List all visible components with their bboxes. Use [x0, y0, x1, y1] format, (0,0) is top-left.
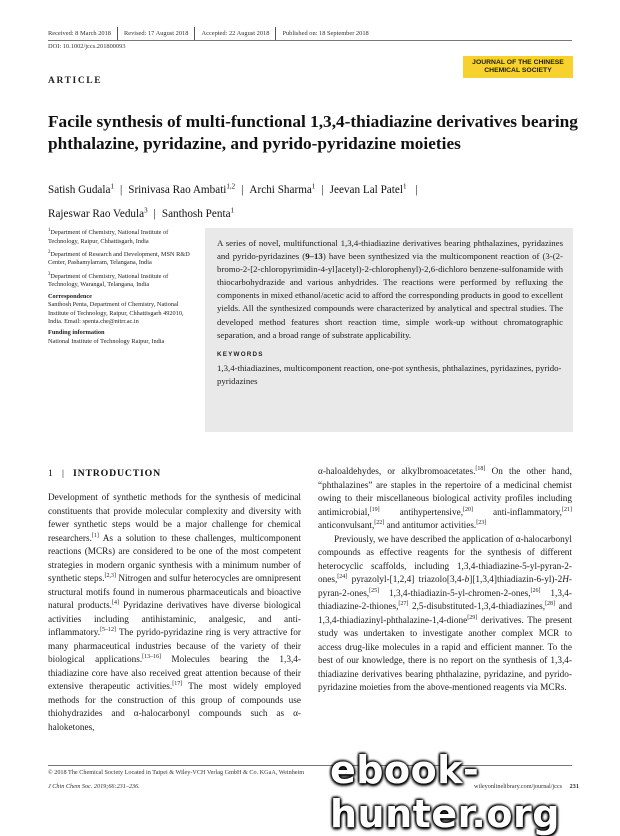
intro-left-column — [48, 492, 301, 735]
funding-heading: Funding information — [48, 329, 105, 337]
author-name[interactable]: Rajeswar Rao Vedula$^3$ — [48, 206, 148, 221]
author-affiliation-mark: 1 — [402, 182, 407, 190]
page-number: 231 — [569, 783, 579, 790]
affiliations-panel — [48, 227, 193, 349]
citation-ref[interactable]: [23] — [476, 519, 487, 526]
citation-ref[interactable]: [22] — [374, 519, 385, 526]
author-name[interactable]: Santhosh Penta$^1$ — [161, 206, 235, 221]
author-name[interactable]: Archi Sharma$^1$ — [249, 182, 316, 196]
intro-paragraph-2: α-haloaldehydes, or alkylbromoacetates.[18] On the other hand, “phthalazines” are staples in the repertoire of a medicinal chemist owing to their miscellaneous biological activity profiles including antimicrobial,[19] antihypertensive,[20] anti-inflammatory,[21] anticonvulsant,[22] and antitumor activities.[23] — [318, 465, 572, 531]
journal-logo-line2: CHEMICAL SOCIETY — [484, 67, 552, 74]
author-affiliation-mark: 1 — [311, 182, 316, 190]
citation-ref[interactable]: [26] — [530, 587, 541, 594]
journal-url[interactable]: wileyonlinelibrary.com/journal/jccs — [474, 783, 563, 790]
affiliation-item: $^1$Department of Chemistry, National Institute of Technology, Raipur, Chhattisgarh, India — [48, 228, 169, 245]
citation-ref[interactable]: [19] — [369, 506, 380, 513]
publication-dates — [48, 27, 572, 40]
author-name[interactable]: Satish Gudala$^1$ — [48, 182, 114, 196]
author-affiliation-mark: 1 — [110, 182, 114, 190]
paper-title: Facile synthesis of multi-functional 1,3,4-thiadiazine derivatives bearing phthalazine, pyridazine, and pyrido-pyridazine moieties — [48, 112, 578, 153]
correspondence-heading: Correspondence — [48, 292, 92, 300]
citation-ref[interactable]: [2,3] — [104, 572, 117, 579]
revised-date: Revised: 17 August 2018 — [118, 27, 195, 40]
author-affiliation-mark: 1,2 — [226, 182, 236, 190]
citation-ref[interactable]: [1] — [91, 532, 99, 539]
author-separator: | — [415, 183, 418, 196]
keywords-heading: KEYWORDS — [217, 350, 264, 358]
author-name[interactable]: Jeevan Lal Patel$^1$ — [329, 182, 407, 196]
citation-ref[interactable]: [25] — [369, 587, 380, 594]
journal-logo[interactable] — [463, 56, 573, 78]
published-date: Published on: 18 September 2018 — [282, 30, 369, 37]
citation-ref[interactable]: [29] — [467, 614, 478, 621]
citation-ref[interactable]: [28] — [545, 600, 556, 607]
citation-ref[interactable]: [4] — [112, 599, 119, 606]
citation-ref[interactable]: [13–16] — [142, 653, 162, 660]
author-separator: | — [119, 183, 123, 196]
citation-ref[interactable]: [5–12] — [100, 626, 117, 633]
citation-ref[interactable]: [18] — [475, 465, 486, 472]
abstract-box — [205, 228, 573, 432]
section-heading — [48, 468, 161, 479]
author-affiliation-mark: 3 — [144, 206, 148, 215]
correspondence-text: Santhosh Penta, Department of Chemistry, National Institute of Technology, Raipur, Chhattisgarh 492010, India. Email: spenta.che@nitrr.ac.in — [48, 301, 184, 325]
journal-logo-line1: JOURNAL OF THE CHINESE — [472, 59, 564, 66]
keywords-text: 1,3,4-thiadiazines, multicomponent reaction, one-pot synthesis, phthalazines, pyridazines, pyrido-pyridazines — [217, 362, 562, 386]
author-list — [48, 176, 568, 225]
citation: J Chin Chem Soc. 2019;66:231–236. — [48, 783, 140, 790]
copyright: © 2018 The Chemical Society Located in Taipei & Wiley-VCH Verlag GmbH & Co. KGaA, Weinheim — [48, 769, 305, 776]
intro-right-column — [318, 466, 572, 696]
section-title: INTRODUCTION — [72, 468, 161, 479]
author-name[interactable]: Srinivasa Rao Ambati$^{1,2}$ — [128, 182, 236, 196]
section-number: 1 — [48, 468, 54, 479]
citation-ref[interactable]: [27] — [398, 600, 409, 607]
funding-text: National Institute of Technology Raipur, India — [48, 337, 165, 345]
author-separator: | — [153, 208, 156, 221]
citation-ref[interactable]: [20] — [463, 506, 474, 513]
intro-paragraph-1: Development of synthetic methods for the synthesis of medicinal constituents that provide molecular complexity and diversity with fewer synthetic steps would be a major challenge for chemical researchers.[1] As a solution to these challenges, multicomponent reactions (MCRs) are considered to be one of the most competent strategies in modern organic synthesis with a minimum number of synthetic steps.[2,3] Nitrogen and sulfur heterocycles are omnipresent structural motifs found in numerous pharmaceuticals and bioactive natural products.[4] Pyridazine derivatives have diverse biological activities including antihistaminic, analgesic, and anti-inflammatory.[5–12] The pyrido-pyridazine ring is very attractive for many pharmaceutical industries because of the variety of their biological applications.[13–16] Molecules bearing the 1,3,4-thiadiazine core have also received great attention because of their extensive therapeutic activities.[17] The most widely employed methods for the construction of this group of compounds use thiohydrazides and α-halocarbonyl compounds such as α-haloketones, — [48, 493, 301, 733]
article-type: ARTICLE — [48, 76, 103, 86]
header-rule — [48, 40, 572, 41]
section-divider: | — [61, 468, 65, 479]
accepted-date: Accepted: 22 August 2018 — [195, 27, 276, 40]
watermark: ebook-hunter.org — [330, 748, 560, 836]
citation-ref[interactable]: [21] — [562, 506, 572, 513]
citation-ref[interactable]: [17] — [172, 680, 183, 687]
compound-range: 9–13 — [305, 251, 323, 262]
abstract-text: A series of novel, multifunctional 1,3,4-thiadiazine derivatives bearing phthalazines, pyridazines and pyrido-pyridazines (9–13) have been synthesized via the multicomponent reaction of (3-(2-bromo-2-[2-chloropyrimidin-4-yl]acetyl)-2-chlorophenyl)-2,6-dichloro benzene-sulfonamide with thiocarbohydrazide and various anhydrides. The reactions were performed by refluxing the components in mixed ethanol/acetic acid to afford the corresponding products in good to excellent yields. All the synthesized compounds were characterized by analytical and spectral studies. The developed method features short reaction time, simple work-up without chromatographic separation, and a broad range of substrate applicability. — [217, 238, 563, 340]
received-date: Received: 8 March 2018 — [48, 27, 118, 40]
intro-paragraph-3: Previously, we have described the application of α-halocarbonyl compounds as effective reagents for the synthesis of different heterocyclic scaffolds, including 1,3,4-thiadiazine-5-yl-pyran-2-ones,[24] pyrazolyl-[1,2,4] triazolo[3,4-b][1,3,4]thiadiazin-6-yl)-2H-pyran-2-ones,[25] 1,3,4-thiadiazin-5-yl-chromen-2-ones,[26] 1,3,4-thiadiazine-2-thiones,[27] 2,5-disubstituted-1,3,4-thiadiazines,[28] and 1,3,4-thiadiazinyl-phthalazine-1,4-dione[29] derivatives. The present study was undertaken to investigate another complex MCR to access drug-like molecules in a rapid and efficient manner. To the best of our knowledge, there is no report on the synthesis of 1,3,4-thiadiazine derivatives bearing phthalazine, pyridazine, and pyrido-pyridazine moieties from the above-mentioned reagents via MCRs. — [318, 534, 572, 693]
affiliation-item: $^2$Department of Research and Development, MSN R&D Center, Pashamylarram, Telangana, India — [48, 249, 190, 267]
affiliation-item: $^3$Department of Chemistry, National Institute of Technology, Warangal, Telangana, India — [48, 271, 169, 289]
citation-ref[interactable]: [24] — [337, 573, 348, 580]
author-separator: | — [241, 183, 244, 196]
author-separator: | — [321, 183, 324, 196]
author-affiliation-mark: 1 — [230, 206, 235, 215]
doi[interactable]: DOI: 10.1002/jccs.201800093 — [48, 43, 126, 50]
